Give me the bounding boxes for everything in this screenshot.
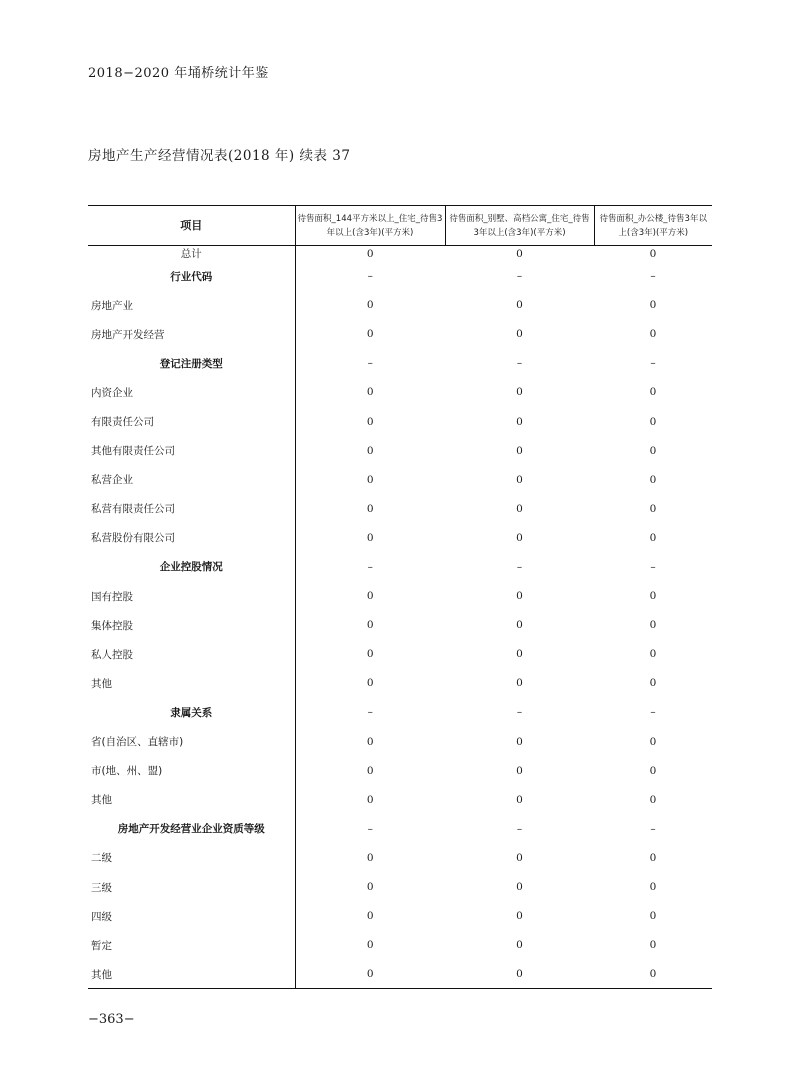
table-header-row: [88, 206, 712, 246]
table-section-row: [88, 552, 712, 581]
cell-value: 0: [516, 648, 523, 661]
cell-value: –: [295, 349, 445, 378]
table-title: 房地产生产经营情况表(2018 年) 续表 37: [88, 148, 351, 164]
cell-value: 0: [295, 931, 445, 960]
cell-value: –: [650, 822, 656, 835]
cell-value: 0: [516, 851, 523, 864]
row-label: 集体控股: [91, 619, 133, 632]
row-label: 内资企业: [91, 386, 133, 399]
cell-value: 0: [516, 386, 523, 399]
table-row: [88, 320, 712, 349]
cell-value: 0: [295, 436, 445, 465]
row-label: 有限责任公司: [91, 416, 154, 429]
cell-value: –: [516, 270, 523, 283]
table-row: [88, 872, 712, 901]
row-label: 省(自治区、直辖市): [91, 736, 184, 749]
cell-value: 0: [649, 764, 657, 777]
table-section-row: [88, 814, 712, 843]
table-row: [88, 669, 712, 698]
cell-value: 0: [516, 247, 523, 260]
cell-value: 0: [649, 502, 657, 515]
cell-value: 0: [649, 247, 657, 260]
section-heading: 行业代码: [170, 270, 213, 283]
cell-value: 0: [649, 444, 657, 457]
cell-value: 0: [516, 939, 523, 952]
cell-value: –: [650, 357, 656, 370]
cell-value: 0: [295, 756, 445, 785]
cell-value: 0: [649, 648, 657, 661]
table-row: [88, 843, 712, 872]
cell-value: 0: [516, 502, 523, 515]
running-title: 2018−2020 年埇桥统计年鉴: [88, 66, 269, 81]
cell-value: 0: [516, 444, 523, 457]
cell-value: 0: [649, 939, 657, 952]
cell-value: 0: [295, 465, 445, 494]
cell-value: 0: [649, 531, 657, 544]
cell-value: 0: [295, 291, 445, 320]
cell-value: –: [650, 270, 656, 283]
table-section-row: [88, 262, 712, 291]
cell-value: 0: [649, 735, 657, 748]
column-header-item: 项目: [88, 206, 295, 246]
cell-value: 0: [295, 494, 445, 523]
cell-value: 0: [649, 415, 657, 428]
cell-value: 0: [516, 415, 523, 428]
cell-value: 0: [295, 785, 445, 814]
page-number: −363−: [88, 1012, 135, 1027]
cell-value: 0: [295, 960, 445, 989]
cell-value: –: [650, 560, 656, 573]
row-label: 房地产开发经营: [91, 328, 165, 341]
cell-value: 0: [516, 735, 523, 748]
cell-value: 0: [649, 386, 657, 399]
cell-value: –: [295, 814, 445, 843]
cell-value: 0: [295, 582, 445, 611]
row-label: 其他: [91, 677, 112, 690]
table-row: [88, 291, 712, 320]
table-row: [88, 407, 712, 436]
row-label: 房地产业: [91, 299, 133, 312]
cell-value: 0: [295, 523, 445, 552]
statistics-table: [88, 205, 712, 989]
cell-value: –: [295, 262, 445, 291]
row-label: 三级: [91, 881, 112, 894]
statistics-table-container: [88, 205, 712, 989]
section-heading: 登记注册类型: [159, 357, 223, 370]
row-label: 国有控股: [91, 590, 133, 603]
cell-value: 0: [649, 619, 657, 632]
table-row: [88, 494, 712, 523]
cell-value: 0: [516, 910, 523, 923]
cell-value: 0: [295, 640, 445, 669]
cell-value: 0: [516, 299, 523, 312]
table-row: [88, 902, 712, 931]
cell-value: 0: [445, 960, 594, 989]
row-label: 其他: [88, 960, 295, 989]
table-body: [88, 246, 712, 989]
table-row: [88, 785, 712, 814]
cell-value: 0: [649, 851, 657, 864]
row-label: 私营股份有限公司: [91, 532, 175, 545]
cell-value: 0: [649, 299, 657, 312]
table-row: [88, 436, 712, 465]
row-label: 私营企业: [91, 474, 133, 487]
cell-value: 0: [295, 669, 445, 698]
cell-value: 0: [649, 881, 657, 894]
table-row: [88, 960, 712, 989]
row-label: 其他有限责任公司: [91, 445, 175, 458]
column-header-144sqm-residential: 待售面积_144平方米以上_住宅_待售3年以上(含3年)(平方米): [295, 206, 445, 246]
cell-value: 0: [594, 960, 712, 989]
cell-value: –: [516, 357, 523, 370]
column-header-office: 待售面积_办公楼_待售3年以上(含3年)(平方米): [594, 206, 712, 246]
section-heading: 房地产开发经营业企业资质等级: [117, 823, 265, 836]
cell-value: 0: [516, 881, 523, 894]
table-row: [88, 246, 712, 262]
section-heading: 企业控股情况: [159, 561, 223, 574]
row-label: 暂定: [91, 939, 112, 952]
row-label: 四级: [91, 910, 112, 923]
cell-value: –: [295, 698, 445, 727]
cell-value: 0: [649, 677, 657, 690]
table-row: [88, 611, 712, 640]
table-row: [88, 378, 712, 407]
cell-value: –: [516, 822, 523, 835]
cell-value: 0: [649, 793, 657, 806]
cell-value: 0: [649, 473, 657, 486]
cell-value: 0: [516, 619, 523, 632]
table-row: [88, 727, 712, 756]
cell-value: 0: [516, 328, 523, 341]
cell-value: 0: [295, 320, 445, 349]
cell-value: 0: [295, 246, 445, 262]
row-label: 总计: [180, 248, 202, 261]
table-row: [88, 582, 712, 611]
table-section-row: [88, 698, 712, 727]
cell-value: 0: [649, 328, 657, 341]
cell-value: –: [516, 560, 523, 573]
cell-value: 0: [295, 407, 445, 436]
cell-value: –: [516, 706, 523, 719]
cell-value: 0: [516, 590, 523, 603]
cell-value: 0: [295, 872, 445, 901]
column-header-villa-apartment: 待售面积_别墅、高档公寓_住宅_待售3年以上(含3年)(平方米): [445, 206, 594, 246]
cell-value: 0: [295, 378, 445, 407]
cell-value: 0: [516, 473, 523, 486]
row-label: 市(地、州、盟): [91, 765, 163, 778]
cell-value: 0: [516, 677, 523, 690]
table-row: [88, 931, 712, 960]
cell-value: 0: [295, 727, 445, 756]
table-row: [88, 465, 712, 494]
cell-value: 0: [295, 902, 445, 931]
cell-value: –: [650, 706, 656, 719]
row-label: 私营有限责任公司: [91, 503, 175, 516]
cell-value: 0: [516, 764, 523, 777]
cell-value: 0: [516, 793, 523, 806]
cell-value: 0: [649, 590, 657, 603]
table-section-row: [88, 349, 712, 378]
table-row: [88, 756, 712, 785]
cell-value: 0: [295, 611, 445, 640]
table-row: [88, 640, 712, 669]
section-heading: 隶属关系: [170, 706, 213, 719]
cell-value: 0: [295, 843, 445, 872]
cell-value: 0: [649, 910, 657, 923]
row-label: 其他: [91, 794, 112, 807]
cell-value: 0: [516, 531, 523, 544]
row-label: 私人控股: [91, 648, 133, 661]
cell-value: –: [295, 552, 445, 581]
row-label: 二级: [91, 852, 112, 865]
table-row: [88, 523, 712, 552]
